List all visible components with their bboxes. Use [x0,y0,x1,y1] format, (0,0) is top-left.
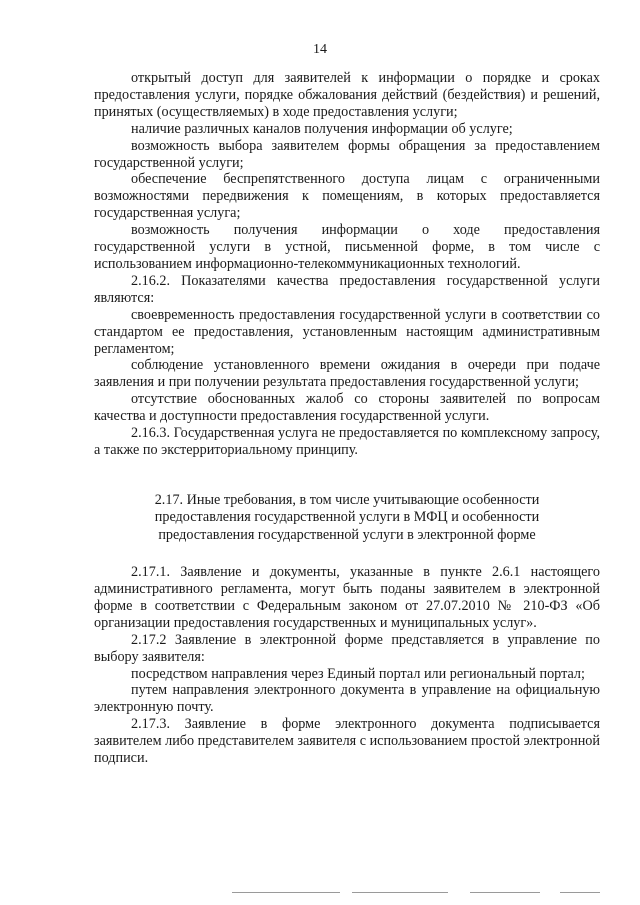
footer-scan-line-end [560,892,600,893]
paragraph-no-complaints: отсутствие обоснованных жалоб со стороны заявителей по вопросам качества и доступности предоставления государственной услуги. [94,391,600,425]
paragraph-accessibility: обеспечение беспрепятственного доступа лицам с ограниченными возможностями передвижения к помещениям, в которых предоставляется государственная услуга; [94,171,600,222]
paragraph-info-channels: наличие различных каналов получения информации об услуге; [131,120,513,137]
paragraph-2-17-1: 2.17.1. Заявление и документы, указанные в пункте 2.6.1 настоящего административного регламента, могут быть поданы заявителем в электронной форме в соответствии с Федеральным законом от 27.07.2010 № 210-ФЗ «Об организации предоставления государственных и муниципальных услуг». [94,564,600,631]
footer-scan-line-left [232,892,340,893]
paragraph-2-17-3: 2.17.3. Заявление в форме электронного документа подписывается заявителем либо представителем заявителя с использованием простой электронной подписи. [94,716,600,767]
paragraph-2-16-3: 2.16.3. Государственная услуга не предоставляется по комплексному запросу, а также по экстерриториальному принципу. [94,425,600,458]
paragraph-waiting-time: соблюдение установленного времени ожидания в очереди при подаче заявления и при получении результата предоставления государственной услуги; [94,357,600,391]
paragraph-2-17-2: 2.17.2 Заявление в электронной форме представляется в управление по выбору заявителя: [94,631,600,665]
page-number: 14 [313,42,327,57]
paragraph-timeliness: своевременность предоставления государственной услуги в соответствии со стандартом ее предоставления, установленным настоящим административным регламентом; [94,306,600,357]
paragraph-email: путем направления электронного документа в управление на официальную электронную почту. [94,682,600,716]
paragraph-portal: посредством направления через Единый портал или региональный портал; [131,665,585,682]
paragraph-info-progress: возможность получения информации о ходе предоставления государственной услуги в устной, письменной форме, в том числе с использованием информационно-телекоммуникационных технологий. [94,222,600,272]
section-heading-2-17: 2.17. Иные требования, в том числе учитывающие особенности предоставления государственной услуги в МФЦ и особенности предоставления государственной услуги в электронной форме [154,491,540,543]
paragraph-request-form-choice: возможность выбора заявителем формы обращения за предоставлением государственной услуги; [94,137,600,171]
footer-scan-line-right [470,892,540,893]
document-body [94,70,600,767]
paragraph-2-16-2: 2.16.2. Показателями качества предоставления государственной услуги являются: [94,272,600,306]
footer-scan-line-mid [352,892,448,893]
paragraph-open-access: открытый доступ для заявителей к информации о порядке и сроках предоставления услуги, порядке обжалования действий (бездействия) и решений, принятых (осуществляемых) в ходе предоставления услуги; [94,70,600,120]
